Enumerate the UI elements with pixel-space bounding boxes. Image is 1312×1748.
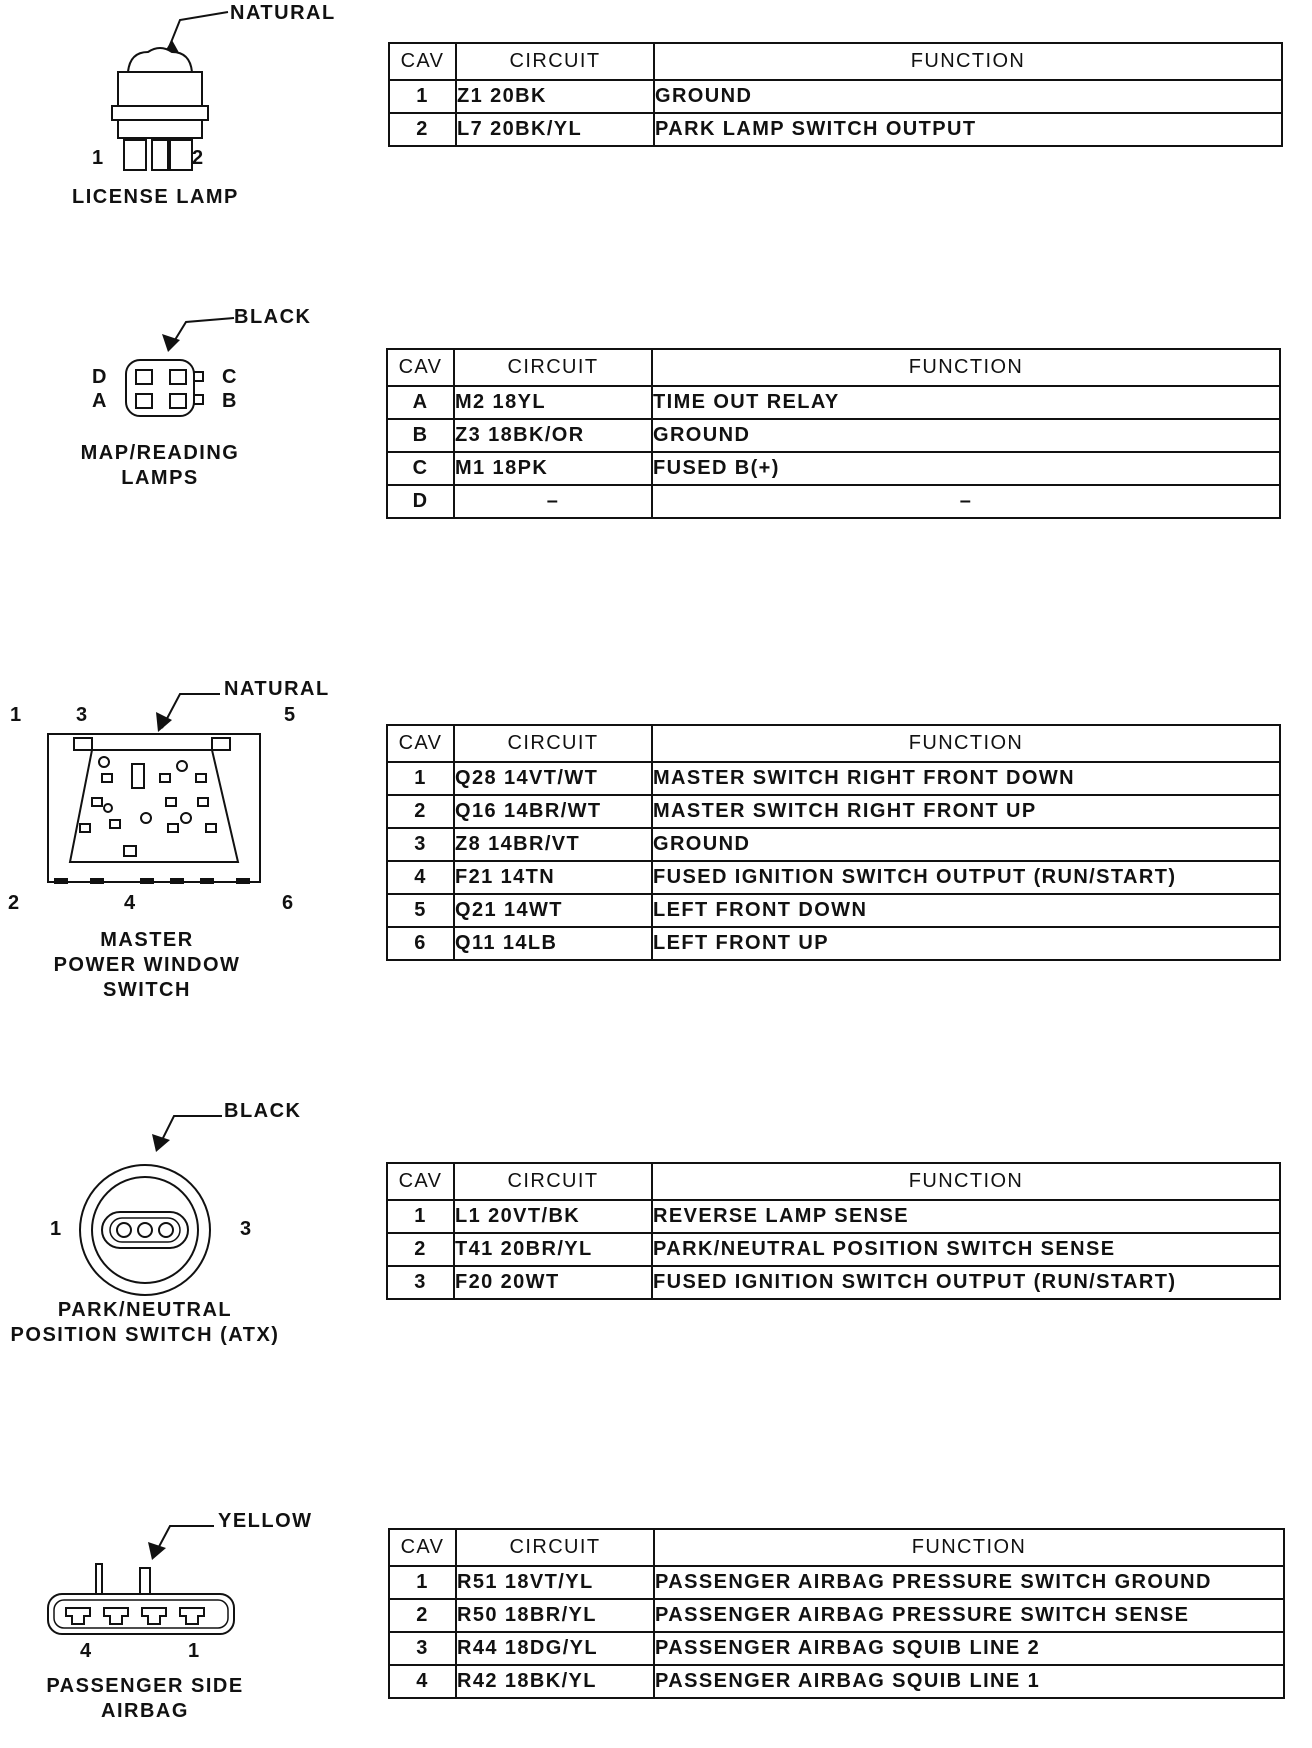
function-cell: MASTER SWITCH RIGHT FRONT DOWN: [652, 762, 1280, 795]
cav-cell: A: [387, 386, 454, 419]
table-row: [389, 113, 1282, 146]
function-cell: PASSENGER AIRBAG SQUIB LINE 1: [654, 1665, 1284, 1698]
function-cell: PARK LAMP SWITCH OUTPUT: [654, 113, 1282, 146]
function-cell: PARK/NEUTRAL POSITION SWITCH SENSE: [652, 1233, 1280, 1266]
connector-name: [35, 1674, 255, 1724]
function-cell: –: [652, 485, 1280, 518]
column-header-function: FUNCTION: [652, 349, 1280, 386]
cav-cell: 1: [387, 762, 454, 795]
circuit-cell: F21 14TN: [454, 861, 652, 894]
table-row: [387, 1266, 1280, 1299]
pin-label: 1: [50, 1218, 63, 1240]
table-row: [389, 1599, 1284, 1632]
cav-cell: B: [387, 419, 454, 452]
connector-master-power-window-switch: [0, 670, 1312, 1020]
function-cell: GROUND: [652, 828, 1280, 861]
table-row: [389, 80, 1282, 113]
column-header-cav: CAV: [387, 725, 454, 762]
table-row: [387, 1200, 1280, 1233]
pinout-table: [388, 1528, 1285, 1699]
pin-label: 1: [188, 1640, 201, 1662]
column-header-circuit: CIRCUIT: [454, 725, 652, 762]
table-row: [387, 762, 1280, 795]
cav-cell: 3: [387, 1266, 454, 1299]
function-cell: PASSENGER AIRBAG SQUIB LINE 2: [654, 1632, 1284, 1665]
connector-map-reading-lamps: [0, 300, 1312, 540]
column-header-cav: CAV: [387, 349, 454, 386]
pin-label: 5: [284, 704, 297, 726]
connector-name-line: PARK/NEUTRAL: [57, 1299, 233, 1321]
connector-passenger-side-airbag: [0, 1460, 1312, 1730]
column-header-circuit: CIRCUIT: [456, 43, 654, 80]
circuit-cell: Q28 14VT/WT: [454, 762, 652, 795]
table-row: [387, 861, 1280, 894]
pin-label: 4: [124, 892, 137, 914]
circuit-cell: Z8 14BR/VT: [454, 828, 652, 861]
function-cell: PASSENGER AIRBAG PRESSURE SWITCH GROUND: [654, 1566, 1284, 1599]
circuit-cell: Q11 14LB: [454, 927, 652, 960]
connector-color-label: NATURAL: [224, 678, 330, 700]
function-cell: LEFT FRONT UP: [652, 927, 1280, 960]
column-header-cav: CAV: [389, 1529, 456, 1566]
table-row: [387, 386, 1280, 419]
pinout-table: [386, 348, 1281, 519]
connector-name-line: POWER WINDOW: [53, 954, 241, 976]
table-row: [387, 1233, 1280, 1266]
connector-name-line: AIRBAG: [101, 1700, 189, 1722]
circuit-cell: R44 18DG/YL: [456, 1632, 654, 1665]
table-row: [389, 1665, 1284, 1698]
pin-label: 1: [92, 147, 105, 169]
function-cell: FUSED IGNITION SWITCH OUTPUT (RUN/START): [652, 1266, 1280, 1299]
function-cell: TIME OUT RELAY: [652, 386, 1280, 419]
column-header-cav: CAV: [389, 43, 456, 80]
cav-cell: 2: [389, 113, 456, 146]
function-cell: PASSENGER AIRBAG PRESSURE SWITCH SENSE: [654, 1599, 1284, 1632]
connector-park-neutral-position-switch: [0, 1100, 1312, 1370]
table-row: [387, 927, 1280, 960]
cav-cell: C: [387, 452, 454, 485]
table-row: [387, 485, 1280, 518]
pin-label: 4: [80, 1640, 93, 1662]
cav-cell: 5: [387, 894, 454, 927]
circuit-cell: L1 20VT/BK: [454, 1200, 652, 1233]
circuit-cell: F20 20WT: [454, 1266, 652, 1299]
circuit-cell: R50 18BR/YL: [456, 1599, 654, 1632]
pinout-table: [388, 42, 1283, 147]
cav-cell: 2: [387, 1233, 454, 1266]
connector-name: [60, 441, 260, 491]
connector-name-line: SWITCH: [103, 979, 191, 1001]
circuit-cell: Z1 20BK: [456, 80, 654, 113]
pin-label: A: [92, 390, 108, 412]
connector-color-label: NATURAL: [230, 2, 336, 24]
function-cell: MASTER SWITCH RIGHT FRONT UP: [652, 795, 1280, 828]
cav-cell: 4: [389, 1665, 456, 1698]
circuit-cell: T41 20BR/YL: [454, 1233, 652, 1266]
connector-license-lamp: [0, 0, 1312, 230]
cav-cell: 1: [389, 1566, 456, 1599]
cav-cell: D: [387, 485, 454, 518]
column-header-cav: CAV: [387, 1163, 454, 1200]
table-row: [387, 894, 1280, 927]
cav-cell: 1: [389, 80, 456, 113]
cav-cell: 2: [389, 1599, 456, 1632]
pin-label: 2: [8, 892, 21, 914]
connector-name-line: POSITION SWITCH (ATX): [10, 1324, 280, 1346]
column-header-circuit: CIRCUIT: [454, 1163, 652, 1200]
pinout-table: [386, 1162, 1281, 1300]
pin-label: 2: [192, 147, 205, 169]
cav-cell: 2: [387, 795, 454, 828]
pin-label: B: [222, 390, 238, 412]
connector-name: LICENSE LAMP: [72, 186, 239, 208]
circuit-cell: M1 18PK: [454, 452, 652, 485]
pin-label: 6: [282, 892, 295, 914]
pin-label: D: [92, 366, 108, 388]
table-row: [387, 828, 1280, 861]
circuit-cell: –: [454, 485, 652, 518]
circuit-cell: Q16 14BR/WT: [454, 795, 652, 828]
pin-label: C: [222, 366, 238, 388]
pin-label: 3: [240, 1218, 253, 1240]
function-cell: FUSED B(+): [652, 452, 1280, 485]
connector-name: [37, 928, 257, 1003]
circuit-cell: R42 18BK/YL: [456, 1665, 654, 1698]
connector-name-line: MASTER: [100, 929, 194, 951]
table-row: [387, 795, 1280, 828]
cav-cell: 3: [389, 1632, 456, 1665]
connector-name-line: LAMPS: [121, 467, 199, 489]
connector-name-line: PASSENGER SIDE: [46, 1675, 244, 1697]
table-row: [387, 452, 1280, 485]
function-cell: LEFT FRONT DOWN: [652, 894, 1280, 927]
column-header-circuit: CIRCUIT: [454, 349, 652, 386]
cav-cell: 3: [387, 828, 454, 861]
cav-cell: 4: [387, 861, 454, 894]
circuit-cell: R51 18VT/YL: [456, 1566, 654, 1599]
function-cell: GROUND: [652, 419, 1280, 452]
connector-color-label: BLACK: [234, 306, 312, 328]
function-cell: REVERSE LAMP SENSE: [652, 1200, 1280, 1233]
table-row: [387, 419, 1280, 452]
table-row: [389, 1566, 1284, 1599]
cav-cell: 6: [387, 927, 454, 960]
circuit-cell: L7 20BK/YL: [456, 113, 654, 146]
function-cell: GROUND: [654, 80, 1282, 113]
column-header-function: FUNCTION: [654, 43, 1282, 80]
circuit-cell: M2 18YL: [454, 386, 652, 419]
circuit-cell: Z3 18BK/OR: [454, 419, 652, 452]
pin-label: 3: [76, 704, 89, 726]
table-row: [389, 1632, 1284, 1665]
column-header-circuit: CIRCUIT: [456, 1529, 654, 1566]
connector-name: [5, 1298, 285, 1348]
column-header-function: FUNCTION: [652, 725, 1280, 762]
column-header-function: FUNCTION: [654, 1529, 1284, 1566]
connector-color-label: YELLOW: [218, 1510, 313, 1532]
function-cell: FUSED IGNITION SWITCH OUTPUT (RUN/START): [652, 861, 1280, 894]
map-reading-lamps-connector-icon: [0, 300, 380, 540]
circuit-cell: Q21 14WT: [454, 894, 652, 927]
connector-color-label: BLACK: [224, 1100, 302, 1122]
connector-name-line: MAP/READING: [80, 442, 240, 464]
pinout-table: [386, 724, 1281, 961]
pin-label: 1: [10, 704, 23, 726]
cav-cell: 1: [387, 1200, 454, 1233]
column-header-function: FUNCTION: [652, 1163, 1280, 1200]
